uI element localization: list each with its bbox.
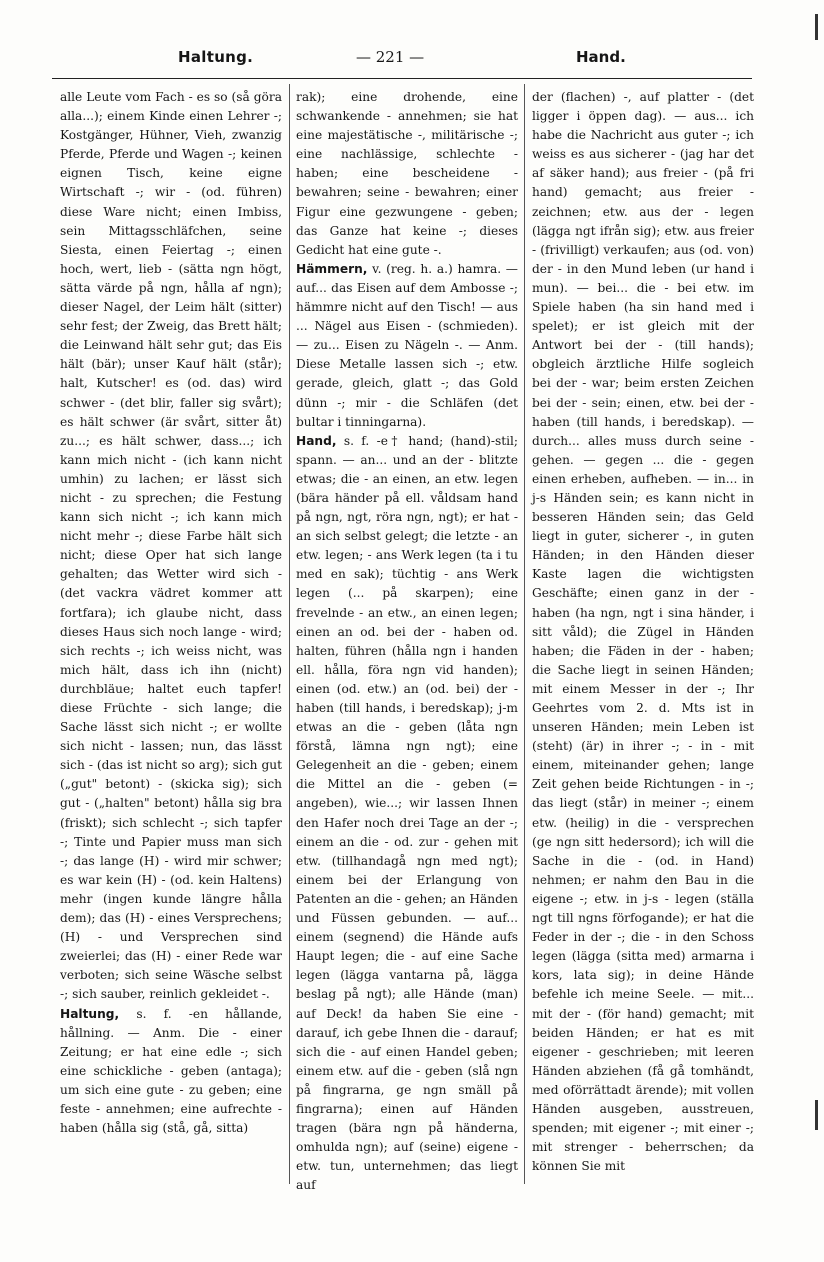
header-rule — [52, 78, 752, 79]
entry-text: s. f. -en hållande, hållning. — Anm. Die - einer Zeitung; er hat eine edle -; sich eine schickliche - geben (antaga); um sich eine gute - zu geben; eine feste - annehmen; eine aufrechte - haben (hålla sig (stå, gå, sitta) — [60, 1006, 282, 1136]
entry-text: der (flachen) -, auf platter - (det ligger i öppen dag). — aus... ich habe die Nachricht aus guter -; ich weiss es aus sicherer - (jag har det af säker hand); aus freier - (på fri hand) gemacht; aus freier - zeichnen; etw. aus der - legen (lägga ngt ifrån sig); etw. aus freier - (frivilligt) verkaufen; aus (od. von) der - in den Mund leben (ur hand i mun). — bei... die - bei etw. im Spiele haben (ha sin hand med i spelet); er ist gleich mit der Antwort bei der - (till hands); obgleich ärztliche Hilfe sogleich bei der - war; beim ersten Zeichen bei der - sein; einen, etw. bei der - haben (till hands, i beredskap). — durch... alles muss durch seine - gehen. — gegen ... die - gegen einen erheben, aufheben. — in... in j-s Händen sein; es kann nicht in besseren Händen sein; das Geld liegt in guter, sicherer -, in guten Händen; in den Händen dieser Kaste lagen die wichtigsten Geschäfte; einen ganz in der - haben (ha ngn, ngt i sina händer, i sitt våld); die Zügel in Händen haben; die Fäden in der - haben; die Sache liegt in seinen Händen; mit einem Messer in der -; Ihr Geehrtes vom 2. d. Mts ist in unseren Händen; mein Leben ist (steht) (är) in ihrer -; - in - mit einem, miteinander gehen; lange Zeit gehen beide Richtungen - in -; das liegt (står) in meiner -; einem etw. (heilig) in die - versprechen (ge ngn sitt hedersord); ich will die Sache in die - (od. in Hand) nehmen; er nahm den Bau in die eigene -; etw. in j-s - legen (ställa ngt till ngns förfogande); er hat die Feder in der -; die - in den Schoss legen (lägga (sitta med) armarna i kors, lata sig); in deine Hände befehle ich meine Seele. — mit... mit der - (för hand) gemacht; mit beiden Händen; er hat es mit eigener - geschrieben; mit leeren Händen abziehen (få gå tomhändt, med oförrättadt ärende); mit vollen Händen ausgeben, ausstreuen, spenden; mit eigener -; mit einer -; mit strenger - beherrschen; da können Sie mit — [532, 90, 754, 1174]
entry-lemma: Hämmern, — [296, 261, 368, 276]
page-edge-mark — [815, 14, 818, 40]
header-right-catchword: Hand. — [576, 48, 626, 66]
entry-continuation — [296, 88, 518, 260]
entry-text: v. (reg. h. a.) hamra. — auf... das Eisen auf dem Ambosse -; hämmre nicht auf den Tisch! — aus ... Nägel aus Eisen - (schmieden). — zu... Eisen zu Nägeln -. — Anm. Diese Metalle lassen sich -; etw. gerade, gleich, glatt -; das Gold dünn -; mir - die Schläfen (det bultar i tinningarna). — [296, 261, 518, 429]
entry — [60, 1005, 282, 1139]
column-1 — [60, 88, 282, 1138]
column-2 — [296, 88, 518, 1195]
entry-continuation — [532, 88, 754, 1176]
column-divider-2 — [524, 84, 525, 1184]
entry-text: alle Leute vom Fach - es so (så göra alla...); einem Kinde einen Lehrer -; Kostgänger, Hühner, Vieh, zwanzig Pferde, Pferde und Wagen -; keinen eignen Tisch, keine eigne Wirtschaft -; wir - (od. führen) diese Ware nicht; einen Imbiss, sein Mittagsschläfchen, seine Siesta, einen Feiertag -; einen hoch, wert, lieb - (sätta ngn högt, sätta värde på ngn, hålla af ngn); dieser Nagel, der Leim hält (sitter) sehr fest; der Zweig, das Brett hält; die Leinwand hält sehr gut; das Eis hält (bär); unser Kauf hält (står); halt, Kutscher! es (od. das) wird schwer - (det blir, faller sig svårt); es hält schwer (är svårt, sitter åt) zu...; es hält schwer, dass...; ich kann mich nicht - (ich kann nicht umhin) zu lachen; er lässt sich nicht - zu sprechen; die Festung kann sich nicht -; ich kann mich nicht mehr -; diese Farbe hält sich nicht; diese Oper hat sich lange gehalten; das Wetter wird sich - (det vackra vädret kommer att fortfara); ich glaube nicht, dass dieses Haus sich noch lange - wird; sich rechts -; ich weiss nicht, was mich hält, dass ich ihn (nicht) durchbläue; haltet euch tapfer! diese Früchte - sich lange; die Sache lässt sich nicht -; er wollte sich nicht - lassen; nun, das lässt sich - (das ist nicht so arg); sich gut („gut" betont) - (skicka sig); sich gut - („halten" betont) hålla sig bra (friskt); sich schlecht -; sich tapfer -; Tinte und Papier muss man sich -; das lange (H) - wird mir schwer; es war kein (H) - (od. kein Haltens) mehr (ingen kunde längre hålla dem); das (H) - eines Versprechens; (H) - und Versprechen sind zweierlei; das (H) - einer Rede war verboten; sich seine Wäsche selbst -; sich sauber, reinlich gekleidet -. — [60, 90, 282, 1002]
entry — [296, 260, 518, 432]
page-edge-mark — [815, 1100, 818, 1130]
column-divider-1 — [289, 84, 290, 1184]
column-3 — [532, 88, 754, 1176]
entry-text: s. f. -e† hand; (hand)-stil; spann. — an... und an der - blitzte etwas; die - an einen, an etw. legen (bära händer på ell. våldsam hand på ngn, ngt, röra ngn, ngt); er hat - an sich selbst gelegt; die letzte - an etw. legen; - ans Werk legen (ta i tu med en sak); tüchtig - ans Werk legen (... på skarpen); eine frevelnde - an etw., an einen legen; einen an od. bei der - haben od. halten, führen (hålla ngn i handen ell. hålla, föra ngn vid handen); einen (od. etw.) an (od. bei) der - haben (till hands, i beredskap); j-m etwas an die - geben (låta ngn förstå, lämna ngn ngt); eine Gelegenheit an die - geben; einem die Mittel an die - geben (= angeben), wie...; wir lassen Ihnen den Hafer noch drei Tage an der -; einem an die - od. zur - gehen mit etw. (tillhandagå ngn med ngt); einem bei der Erlangung von Patenten an die - gehen; an Händen und Füssen gebunden. — auf... einem (segnend) die Hände aufs Haupt legen; die - auf eine Sache legen (lägga vantarna på, lägga beslag på ngt); alle Hände (man) auf Deck! da haben Sie eine - darauf, ich gebe Ihnen die - darauf; sich die - auf einen Handel geben; einem etw. auf die - geben (slå ngn på fingrarna, ge ngn smäll på fingrarna); einen auf Händen tragen (bära ngn på händerna, omhulda ngn); auf (seine) eigene - etw. tun, unternehmen; das liegt auf — [296, 433, 519, 1193]
entry-lemma: Hand, — [296, 433, 337, 448]
entry-text: rak); eine drohende, eine schwankende - annehmen; sie hat eine majestätische -, militärische -; eine nachlässige, schlechte - haben; eine bescheidene - bewahren; seine - bewahren; einer Figur eine gezwungene - geben; das Ganze hat keine -; dieses Gedicht hat eine gute -. — [296, 90, 518, 257]
page-header — [56, 48, 756, 78]
entry-lemma: Haltung, — [60, 1006, 120, 1021]
entry-continuation — [60, 88, 282, 1005]
entry — [296, 432, 518, 1196]
page-number: — 221 — — [356, 48, 425, 66]
header-left-catchword: Haltung. — [178, 48, 254, 66]
